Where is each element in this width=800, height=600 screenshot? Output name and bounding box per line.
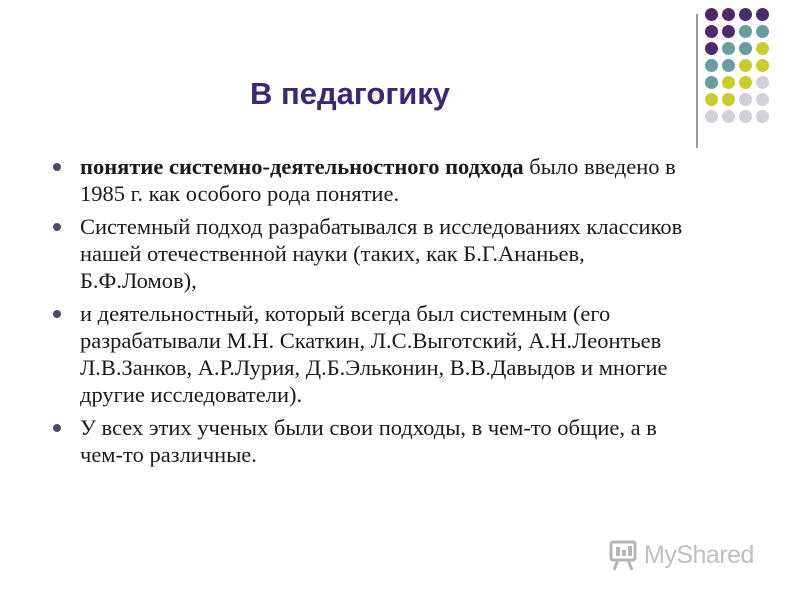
bullet-text: У всех этих ученых были свои подходы, в чем-то общие, а в чем-то различные.	[80, 415, 657, 467]
decorative-dot-grid	[705, 8, 795, 128]
decorative-dot	[756, 76, 769, 89]
decorative-dot	[705, 59, 718, 72]
bullet-item	[48, 213, 698, 294]
bullet-item	[48, 300, 698, 408]
decorative-dot	[756, 25, 769, 38]
decorative-dot	[739, 76, 752, 89]
slide-title: В педагогику	[250, 76, 451, 111]
decorative-dot	[705, 76, 718, 89]
decorative-dot	[739, 8, 752, 21]
watermark	[608, 537, 754, 573]
bullet-list	[48, 153, 698, 474]
decorative-dot	[722, 93, 735, 106]
bullet-dot-icon	[53, 310, 61, 318]
decorative-dot	[722, 42, 735, 55]
bullet-item	[48, 153, 698, 207]
decorative-dot	[756, 93, 769, 106]
decorative-dot	[705, 25, 718, 38]
bullet-item	[48, 414, 698, 468]
decorative-dot	[756, 42, 769, 55]
decorative-dot	[756, 8, 769, 21]
bullet-text: Системный подход разрабатывался в исследованиях классиков нашей отечественной науки (таких, как Б.Г.Ананьев, Б.Ф.Ломов),	[80, 214, 683, 293]
bullet-text: и деятельностный, который всегда был системным (его разрабатывали М.Н. Скаткин, Л.С.Выготский, А.Н.Леонтьев Л.В.Занков, А.Р.Лурия, Д.Б.Эльконин, В.В.Давыдов и многие другие исследователи).	[80, 301, 668, 407]
decorative-dot	[739, 110, 752, 123]
decorative-dot	[722, 76, 735, 89]
bullet-dot-icon	[53, 223, 61, 231]
decorative-dot	[722, 8, 735, 21]
decorative-dot	[722, 59, 735, 72]
decorative-dot	[722, 110, 735, 123]
decorative-dot	[756, 110, 769, 123]
watermark-text: MyShared	[644, 540, 754, 569]
decorative-dot	[705, 42, 718, 55]
decorative-dot	[739, 42, 752, 55]
bullet-bold-text: понятие системно-деятельностного подхода	[80, 154, 524, 179]
bullet-dot-icon	[53, 424, 61, 432]
decorative-dot	[739, 25, 752, 38]
decorative-dot	[739, 93, 752, 106]
divider-line	[696, 14, 698, 148]
decorative-dot	[705, 110, 718, 123]
bullet-dot-icon	[53, 163, 61, 171]
bullet-text: было введено в 1985 г. как особого рода понятие.	[80, 154, 676, 206]
decorative-dot	[722, 25, 735, 38]
mysharered-logo-icon	[608, 538, 638, 572]
decorative-dot	[756, 59, 769, 72]
decorative-dot	[705, 8, 718, 21]
decorative-dot	[739, 59, 752, 72]
decorative-dot	[705, 93, 718, 106]
